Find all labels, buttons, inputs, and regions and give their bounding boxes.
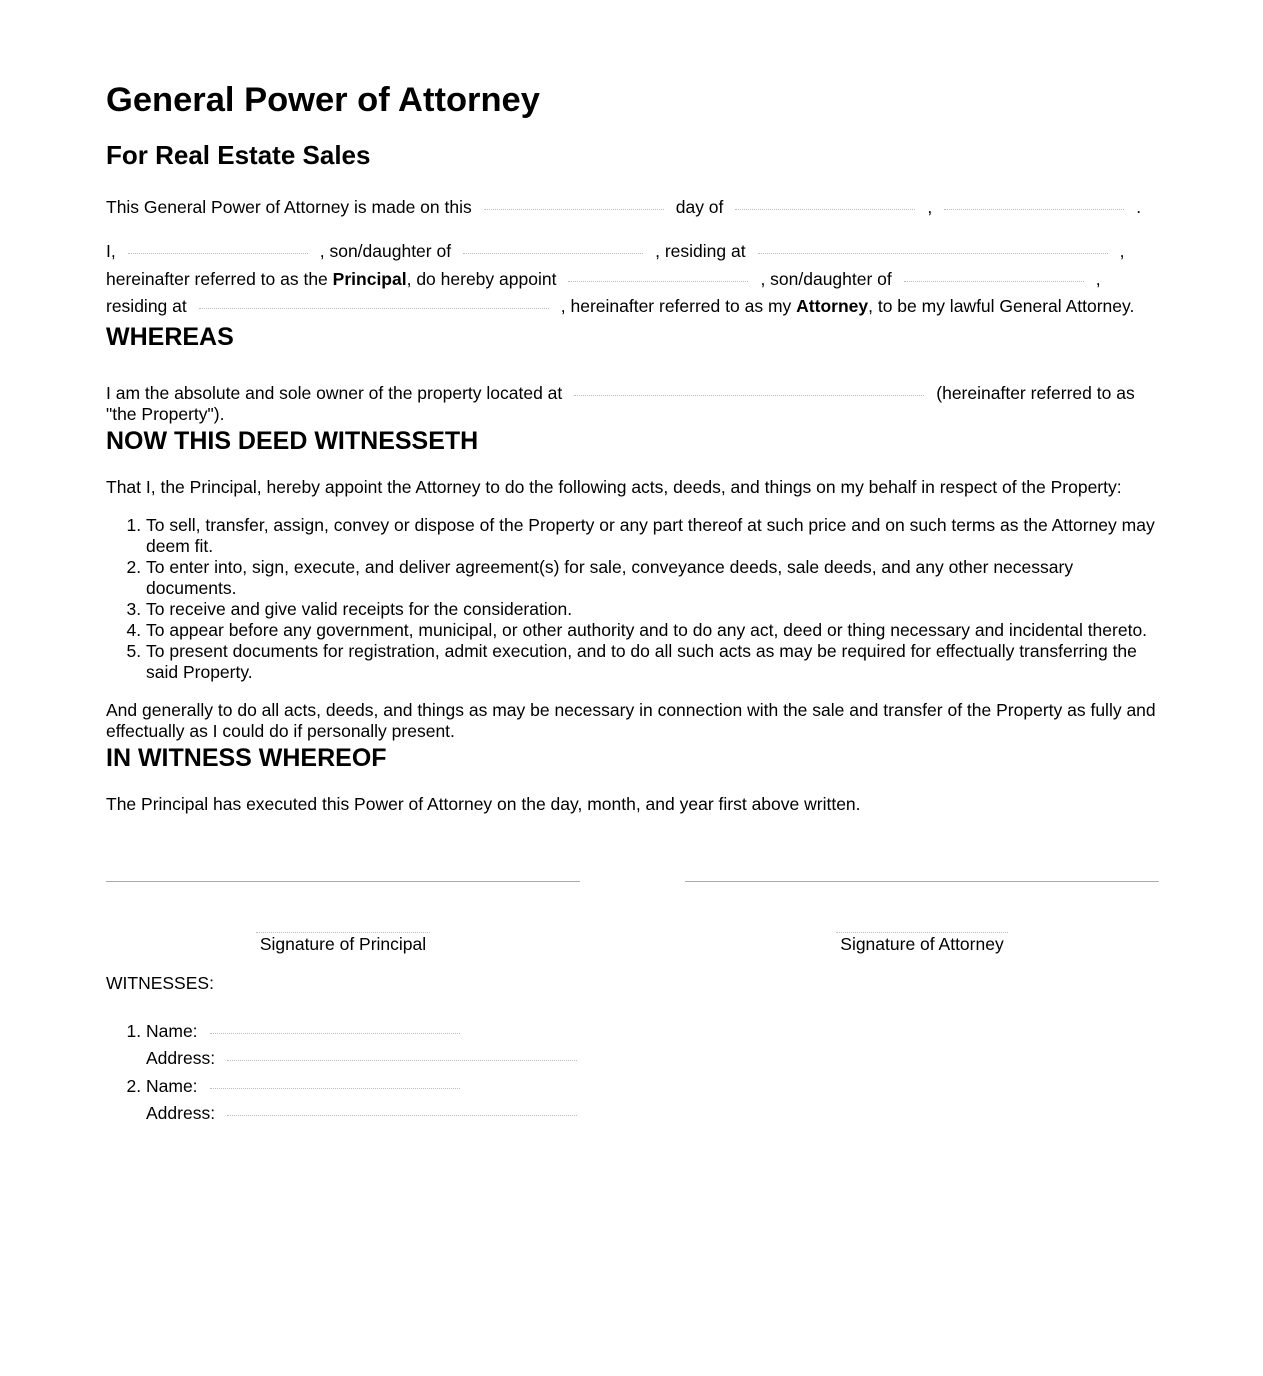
day-field[interactable]: [484, 208, 664, 210]
date-prefix-text: This General Power of Attorney is made on this: [106, 197, 472, 217]
witness-2-address-field[interactable]: [227, 1114, 577, 1116]
whereas-heading: WHEREAS: [106, 322, 234, 351]
acts-list: [106, 515, 1158, 683]
attorney-parent-field[interactable]: [904, 280, 1084, 282]
witness-heading: IN WITNESS WHEREOF: [106, 743, 387, 772]
witnesses-heading: WITNESSES:: [106, 972, 214, 993]
witness-address-label: Address:: [146, 1103, 216, 1123]
act-item: 1. To sell, transfer, assign, convey or dispose of the Property or any part thereof at such price and on such terms as the Attorney may deem fit.: [146, 515, 1158, 557]
witness-item: [146, 1018, 1158, 1073]
comma-text: ,: [927, 197, 933, 217]
son-daughter-of-text: , son/daughter of: [319, 241, 452, 261]
act-item: 5. To present documents for registration, admit execution, and to do all such acts as may be required for effectually transferring the said Property.: [146, 641, 1158, 683]
attorney-signature-block: [685, 881, 1159, 955]
principal-signature-block: [106, 881, 580, 955]
witness-name-label: Name:: [146, 1075, 198, 1096]
witness-address-row: [146, 1100, 1158, 1128]
lawful-attorney-text: , to be my lawful General Attorney.: [868, 296, 1135, 316]
attorney-signature-line[interactable]: [685, 881, 1159, 882]
general-clause: And generally to do all acts, deeds, and things as may be necessary in connection with the sale and transfer of the Property as fully and effectually as I could do if personally present.: [106, 699, 1156, 741]
whereas-paragraph: [106, 383, 1158, 425]
document-title: General Power of Attorney: [106, 81, 540, 119]
principal-name-field[interactable]: [128, 252, 308, 254]
witness-2-name-field[interactable]: [210, 1087, 460, 1089]
act-item: 2. To enter into, sign, execute, and deliver agreement(s) for sale, conveyance deeds, sale deeds, and any other necessary documents.: [146, 557, 1158, 599]
property-address-field[interactable]: [574, 394, 924, 396]
witnesses-list: [106, 1018, 1158, 1128]
i-text: I,: [106, 241, 116, 261]
document-subtitle: For Real Estate Sales: [106, 140, 371, 170]
attorney-address-field[interactable]: [199, 307, 549, 309]
son-daughter-of-text: , son/daughter of: [760, 268, 892, 289]
witness-name-label: Name:: [146, 1020, 198, 1041]
witness-1-address-field[interactable]: [227, 1059, 577, 1061]
act-item: 4. To appear before any government, municipal, or other authority and to do any act, deed or thing necessary and incidental thereto.: [146, 620, 1158, 641]
whereas-text: I am the absolute and sole owner of the property located at: [106, 382, 563, 403]
parties-paragraph: [106, 238, 1158, 321]
attorney-name-field[interactable]: [568, 280, 748, 282]
hereinafter-text: , hereinafter referred to as my: [560, 296, 792, 316]
witness-item: [146, 1073, 1158, 1128]
property-definition-text: (hereinafter referred to as "the Property").: [106, 382, 1135, 424]
signature-row: [106, 881, 1159, 955]
comma-text: ,: [1119, 241, 1125, 261]
hereinafter-text: hereinafter referred to as the: [106, 268, 328, 289]
period-text: .: [1136, 197, 1142, 217]
residing-at-text: residing at: [106, 296, 187, 316]
witness-paragraph: The Principal has executed this Power of Attorney on the day, month, and year first above written.: [106, 793, 861, 814]
day-of-text: day of: [675, 197, 724, 217]
witness-address-label: Address:: [146, 1048, 216, 1068]
witness-address-row: [146, 1045, 1158, 1073]
year-field[interactable]: [944, 208, 1124, 210]
principal-parent-field[interactable]: [463, 252, 643, 254]
month-field[interactable]: [735, 208, 915, 210]
deed-heading: NOW THIS DEED WITNESSETH: [106, 426, 479, 455]
act-item: 3. To receive and give valid receipts for the consideration.: [146, 599, 1158, 620]
attorney-signature-label: Signature of Attorney: [836, 932, 1007, 955]
witness-1-name-field[interactable]: [210, 1032, 460, 1034]
date-paragraph: [106, 197, 1158, 218]
appoint-text: , do hereby appoint: [406, 268, 557, 289]
residing-at-text: , residing at: [655, 241, 746, 261]
principal-address-field[interactable]: [758, 252, 1108, 254]
principal-signature-label: Signature of Principal: [256, 932, 430, 955]
principal-term: Principal: [332, 268, 407, 289]
principal-signature-line[interactable]: [106, 881, 580, 882]
attorney-term: Attorney: [796, 296, 869, 316]
deed-intro: That I, the Principal, hereby appoint the Attorney to do the following acts, deeds, and things on my behalf in respect of the Property:: [106, 476, 1122, 497]
comma-text: ,: [1095, 268, 1101, 289]
